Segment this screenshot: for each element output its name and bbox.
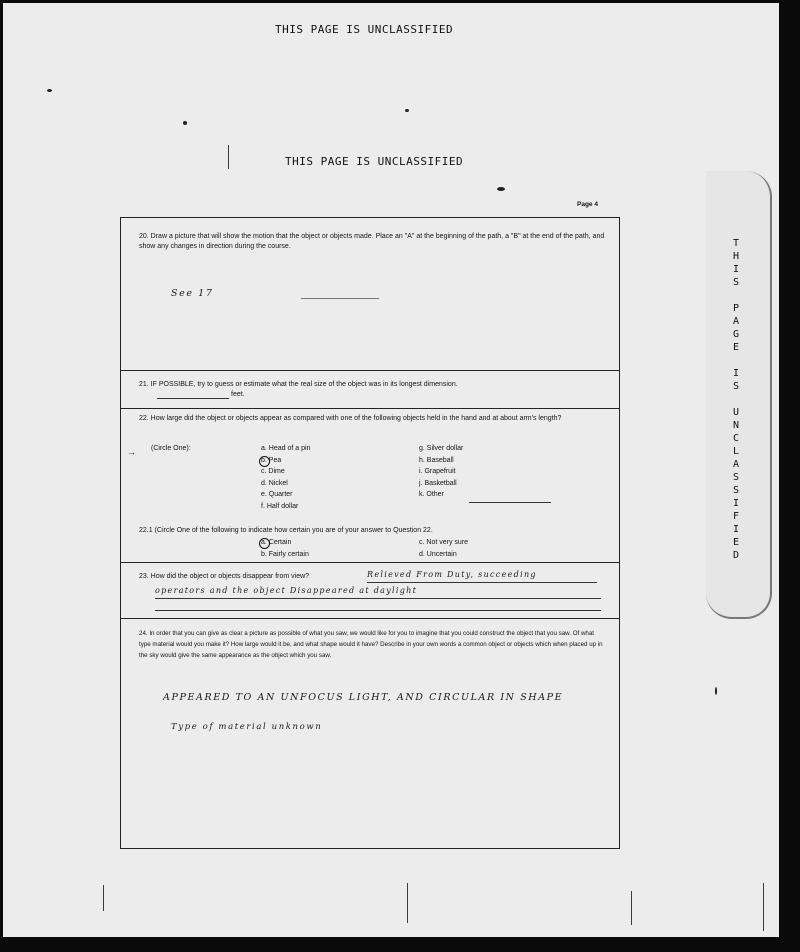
vertical-stamp-letter: S <box>732 485 740 496</box>
vertical-stamp-letter: C <box>732 433 740 444</box>
film-scratch <box>631 891 632 925</box>
vertical-stamp-letter: A <box>732 459 740 470</box>
vertical-stamp-letter: S <box>732 381 740 392</box>
vertical-stamp-letter: I <box>732 368 740 379</box>
question-23-answer-line-2: operators and the object Disappeared at daylight <box>155 586 418 595</box>
vertical-stamp-letter: A <box>732 316 740 327</box>
classification-stamp-top: THIS PAGE IS UNCLASSIFIED <box>275 23 454 36</box>
option-a: a. Certain <box>261 539 292 546</box>
vertical-stamp-letter: I <box>732 524 740 535</box>
option-i: i. Grapefruit <box>419 468 456 475</box>
option-g: g. Silver dollar <box>419 445 464 452</box>
question-22-1-text: 22.1 (Circle One of the following to indicate how certain you are of your answer to Question 22. <box>139 527 433 534</box>
film-scratch <box>763 883 764 931</box>
question-22-instruction: (Circle One): <box>151 445 191 452</box>
vertical-stamp-letter: H <box>732 251 740 262</box>
vertical-stamp-letter <box>730 289 742 302</box>
other-answer-line <box>469 502 551 503</box>
film-speck <box>715 687 717 695</box>
question-24-answer-line-2: Type of material unknown <box>171 722 323 732</box>
question-21-section <box>121 370 619 409</box>
size-unit: feet. <box>231 391 245 398</box>
vertical-stamp-letter: I <box>732 498 740 509</box>
margin-arrow: → <box>127 447 136 457</box>
option-b: b. Fairly certain <box>261 550 309 558</box>
option-c: c. Dime <box>261 468 285 475</box>
answer-circle <box>259 538 270 549</box>
vertical-stamp-letter: U <box>732 407 740 418</box>
film-speck <box>183 121 187 125</box>
question-21-text: 21. IF POSSIBLE, try to guess or estimate what the real size of the object was in its longest dimension. <box>139 381 458 388</box>
option-j: j. Basketball <box>419 479 457 487</box>
page-number: Page 4 <box>577 201 598 208</box>
question-23-text: 23. How did the object or objects disappear from view? <box>139 573 310 580</box>
vertical-stamp-letter: E <box>732 342 740 353</box>
option-k: k. Other <box>419 491 444 498</box>
vertical-classification-stamp <box>730 237 742 562</box>
film-speck <box>405 109 409 112</box>
option-e: e. Quarter <box>261 491 293 498</box>
vertical-stamp-letter: S <box>732 277 740 288</box>
answer-circle <box>259 456 270 467</box>
option-c: c. Not very sure <box>419 539 469 546</box>
option-d: d. Nickel <box>261 479 288 487</box>
answer-line <box>367 582 597 583</box>
film-speck <box>497 187 505 191</box>
vertical-stamp-letter: N <box>732 420 740 431</box>
question-24-section <box>121 618 619 848</box>
vertical-stamp-letter: F <box>732 511 740 522</box>
option-d: d. Uncertain <box>419 550 457 558</box>
film-scratch <box>407 883 408 923</box>
vertical-stamp-letter: T <box>732 238 740 249</box>
vertical-stamp-letter: D <box>732 550 740 561</box>
option-f: f. Half dollar <box>261 502 299 510</box>
question-22-text: 22. How large did the object or objects appear as compared with one of the following objects held in the hand and at about arm's length? <box>139 415 562 422</box>
answer-line <box>155 598 601 599</box>
document-page <box>3 3 779 937</box>
film-scratch <box>228 145 229 169</box>
vertical-stamp-letter <box>730 393 742 406</box>
vertical-stamp-letter: S <box>732 472 740 483</box>
classification-stamp-page: THIS PAGE IS UNCLASSIFIED <box>285 155 464 168</box>
question-24-text: 24. In order that you can give as clear a picture as possible of what you saw, we would like for you to imagine that you could construct the object that you saw. Of what type material would you make it? How large would it be, and what shape would it have? Describe in your own words a common object or objects which when placed up in the sky would give the same appearance as the object which you saw. <box>139 630 603 659</box>
vertical-stamp-letter: P <box>732 303 740 314</box>
report-form <box>120 217 620 849</box>
film-speck <box>47 89 52 92</box>
vertical-stamp-letter: I <box>732 264 740 275</box>
answer-line <box>155 610 601 611</box>
sketch-mark <box>301 298 379 299</box>
question-20-section <box>121 218 619 371</box>
size-answer-line <box>157 398 229 399</box>
vertical-stamp-letter: E <box>732 537 740 548</box>
vertical-stamp-letter: L <box>732 446 740 457</box>
option-h: h. Baseball <box>419 456 454 464</box>
question-23-section <box>121 562 619 619</box>
question-24-answer-line-1: APPEARED TO AN UNFOCUS LIGHT, AND CIRCULAR IN SHAPE <box>163 692 564 703</box>
vertical-stamp-letter: G <box>732 329 740 340</box>
film-scratch <box>103 885 104 911</box>
option-b: b. Pea <box>261 456 282 464</box>
question-20-text: 20. Draw a picture that will show the motion that the object or objects made. Place an "A" at the beginning of the path, a "B" at the end of the path, and show any changes in direction during the course. <box>139 233 605 250</box>
vertical-stamp-letter <box>730 354 742 367</box>
question-23-answer-line-1: Relieved From Duty, succeeding <box>367 570 537 579</box>
question-20-answer: See 17 <box>171 288 214 299</box>
question-22-section <box>121 408 619 563</box>
option-a: a. Head of a pin <box>261 445 311 452</box>
